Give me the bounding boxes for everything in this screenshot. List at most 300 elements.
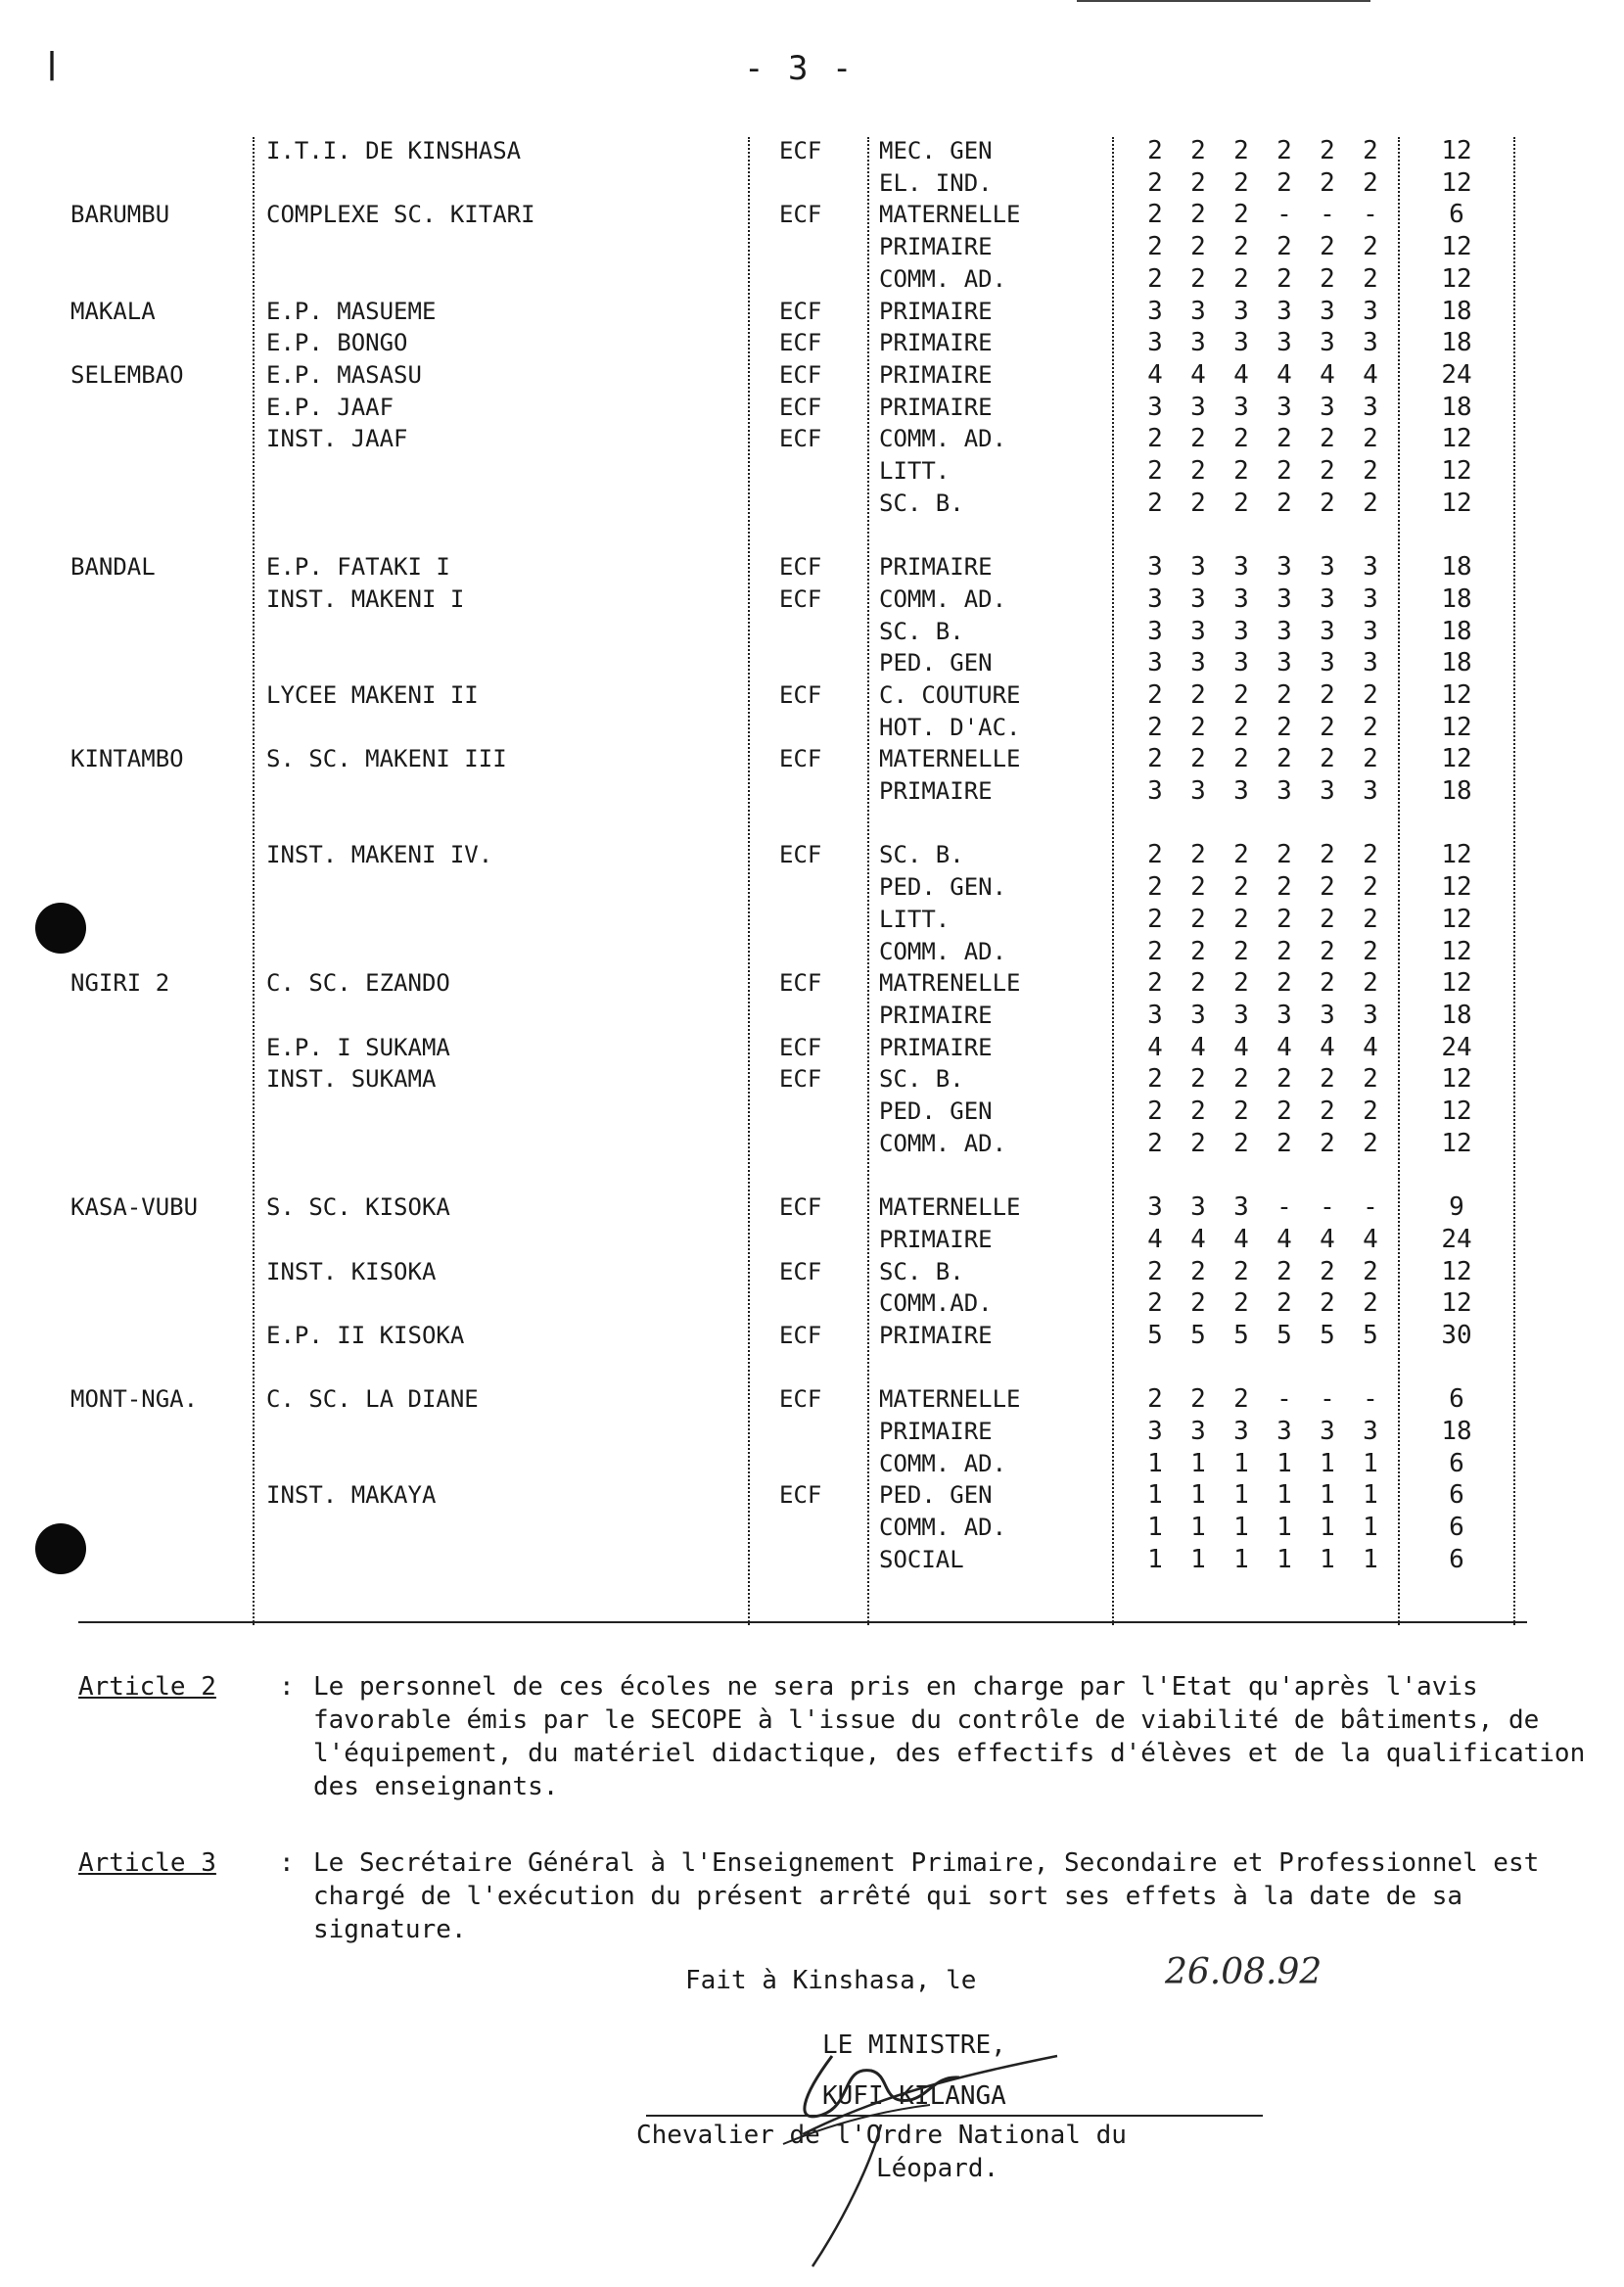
class-count-cell: 4 (1147, 1032, 1163, 1062)
class-counts (1140, 967, 1385, 999)
class-count-cell: 2 (1147, 200, 1163, 230)
school-cell: INST. MAKENI I (266, 584, 465, 613)
class-count-cell: 2 (1276, 744, 1292, 774)
commune-cell: MONT-NGA. (70, 1385, 199, 1414)
class-count-cell: - (1276, 1192, 1292, 1223)
class-count-cell: 3 (1363, 583, 1378, 614)
class-counts (1140, 1256, 1385, 1287)
class-count-cell: 3 (1363, 296, 1378, 326)
class-count-cell: 2 (1190, 712, 1206, 742)
table-row (0, 936, 1624, 967)
class-count-cell: 3 (1190, 328, 1206, 358)
class-count-cell: 2 (1233, 744, 1249, 774)
class-count-cell: 3 (1190, 776, 1206, 806)
class-count-cell: 2 (1320, 1256, 1335, 1286)
class-count-cell: 3 (1320, 616, 1335, 646)
section-cell: MATERNELLE (879, 201, 1021, 229)
class-count-cell: 3 (1276, 616, 1292, 646)
class-count-cell: 2 (1233, 1288, 1249, 1319)
class-count-cell: 3 (1320, 1417, 1335, 1446)
class-count-cell: 2 (1363, 679, 1378, 710)
table-row (0, 423, 1624, 454)
class-count-cell: 1 (1233, 1448, 1249, 1478)
article-3 (78, 1846, 1605, 1954)
class-count-cell: 4 (1190, 359, 1206, 390)
class-count-cell: 2 (1190, 456, 1206, 486)
article-text: Le personnel de ces écoles ne sera pris en charge par l'Etat qu'après l'avis favorable émis par le SECOPE à l'issue du contrôle de viabilité de bâtiments, de l'équipement, du matériel didactique, des effectifs d'élèves et de la qualification des enseignants. (313, 1672, 1586, 1801)
regime-cell: ECF (779, 841, 822, 869)
signatory-name: KUFI KILANGA (822, 2081, 1006, 2111)
section-cell: PRIMAIRE (879, 1225, 993, 1253)
class-count-cell: 2 (1276, 167, 1292, 198)
class-count-cell: 2 (1147, 136, 1163, 165)
class-count-cell: 2 (1190, 232, 1206, 262)
class-count-cell: 1 (1233, 1544, 1249, 1574)
class-count-cell: 1 (1147, 1513, 1163, 1543)
class-count-cell: 1 (1320, 1480, 1335, 1511)
regime-cell: ECF (779, 1065, 822, 1094)
class-count-cell: 4 (1147, 1224, 1163, 1254)
class-count-cell: 4 (1233, 1032, 1249, 1062)
class-count-cell: 2 (1233, 232, 1249, 262)
class-count-cell: 1 (1190, 1480, 1206, 1511)
table-row (0, 231, 1624, 262)
school-cell: COMPLEXE SC. KITARI (266, 201, 535, 229)
class-counts (1140, 423, 1385, 454)
total-cell: 12 (1441, 488, 1472, 518)
total-cell: 6 (1449, 200, 1464, 230)
class-counts (1140, 263, 1385, 295)
page-number: - 3 - (744, 49, 855, 88)
regime-cell: ECF (779, 584, 822, 613)
regime-cell: ECF (779, 969, 822, 998)
class-count-cell: 2 (1190, 872, 1206, 903)
class-count-cell: 3 (1276, 583, 1292, 614)
class-count-cell: - (1363, 200, 1378, 230)
class-count-cell: - (1363, 1384, 1378, 1415)
class-count-cell: 3 (1190, 1000, 1206, 1030)
total-cell: 18 (1441, 776, 1472, 806)
class-counts (1140, 1287, 1385, 1319)
section-cell: PRIMAIRE (879, 297, 993, 325)
article-text: Le Secrétaire Général à l'Enseignement Primaire, Secondaire et Professionnel est chargé de l'exécution du présent arrêté qui sort ses effets à la date de sa signature. (313, 1848, 1540, 1944)
class-count-cell: 2 (1363, 263, 1378, 294)
class-count-cell: 3 (1276, 328, 1292, 358)
school-cell: E.P. MASASU (266, 360, 422, 389)
class-count-cell: 1 (1363, 1448, 1378, 1478)
class-count-cell: 2 (1147, 263, 1163, 294)
commune-cell: BANDAL (70, 553, 156, 582)
class-count-cell: 1 (1320, 1544, 1335, 1574)
table-row (0, 1576, 1624, 1608)
commune-cell: KINTAMBO (70, 745, 184, 773)
class-counts (1140, 135, 1385, 166)
section-cell: COMM. AD. (879, 1129, 1007, 1157)
class-count-cell: 2 (1320, 1288, 1335, 1319)
table-row (0, 167, 1624, 199)
class-count-cell: 4 (1320, 1224, 1335, 1254)
total-cell: 12 (1441, 872, 1472, 903)
class-count-cell: 2 (1276, 936, 1292, 966)
class-count-cell: 2 (1190, 936, 1206, 966)
commune-cell: SELEMBAO (70, 360, 184, 389)
school-cell: E.P. JAAF (266, 393, 394, 421)
class-counts (1140, 616, 1385, 647)
class-counts (1140, 1383, 1385, 1415)
regime-cell: ECF (779, 425, 822, 453)
class-count-cell: 2 (1233, 1097, 1249, 1126)
class-count-cell: 3 (1363, 616, 1378, 646)
article-2 (78, 1670, 1605, 1837)
class-counts (1140, 1512, 1385, 1543)
class-count-cell: 2 (1190, 840, 1206, 870)
class-count-cell: 2 (1147, 424, 1163, 454)
total-cell: 18 (1441, 616, 1472, 646)
class-count-cell: 2 (1147, 1128, 1163, 1158)
class-count-cell: 1 (1363, 1480, 1378, 1511)
class-count-cell: 2 (1147, 456, 1163, 486)
class-count-cell: 3 (1320, 328, 1335, 358)
class-count-cell: 3 (1363, 1417, 1378, 1446)
class-count-cell: 3 (1320, 296, 1335, 326)
class-count-cell: 4 (1147, 359, 1163, 390)
total-cell: 18 (1441, 648, 1472, 678)
class-count-cell: 2 (1233, 136, 1249, 165)
class-count-cell: 4 (1363, 359, 1378, 390)
class-count-cell: 1 (1147, 1480, 1163, 1511)
section-cell: COMM. AD. (879, 937, 1007, 965)
class-count-cell: 2 (1363, 712, 1378, 742)
class-counts (1140, 327, 1385, 358)
section-cell: PRIMAIRE (879, 393, 993, 421)
regime-cell: ECF (779, 297, 822, 325)
class-count-cell: 3 (1320, 1000, 1335, 1030)
class-count-cell: 4 (1233, 1224, 1249, 1254)
total-cell: 6 (1449, 1544, 1464, 1574)
class-count-cell: 2 (1320, 488, 1335, 518)
table-row (0, 967, 1624, 999)
regime-cell: ECF (779, 553, 822, 582)
class-counts (1140, 1224, 1385, 1255)
class-count-cell: 2 (1276, 1128, 1292, 1158)
class-count-cell: 2 (1363, 936, 1378, 966)
class-count-cell: 2 (1233, 840, 1249, 870)
class-count-cell: 3 (1276, 392, 1292, 422)
class-counts (1140, 647, 1385, 678)
class-count-cell: 3 (1363, 392, 1378, 422)
total-cell: 12 (1441, 1097, 1472, 1126)
class-count-cell: 3 (1363, 648, 1378, 678)
table-row (0, 359, 1624, 391)
class-count-cell: 2 (1276, 263, 1292, 294)
regime-cell: ECF (779, 680, 822, 709)
class-count-cell: 3 (1363, 1000, 1378, 1030)
class-count-cell: 1 (1320, 1448, 1335, 1478)
article-colon: : (279, 1848, 295, 1878)
class-count-cell: 3 (1276, 648, 1292, 678)
table-row (0, 455, 1624, 487)
class-counts (1140, 679, 1385, 711)
class-count-cell: 4 (1276, 1032, 1292, 1062)
signatory-order-line-2: Léopard. (876, 2154, 999, 2183)
class-count-cell: 3 (1233, 328, 1249, 358)
total-cell: 12 (1441, 744, 1472, 774)
school-cell: E.P. II KISOKA (266, 1321, 465, 1349)
section-cell: PRIMAIRE (879, 1001, 993, 1029)
class-count-cell: 4 (1320, 1032, 1335, 1062)
class-count-cell: 3 (1233, 1000, 1249, 1030)
class-count-cell: 3 (1233, 392, 1249, 422)
class-count-cell: 2 (1276, 904, 1292, 934)
class-count-cell: 3 (1276, 552, 1292, 583)
class-count-cell: 2 (1363, 904, 1378, 934)
section-cell: MATERNELLE (879, 1385, 1021, 1414)
section-cell: COMM. AD. (879, 425, 1007, 453)
total-cell: 12 (1441, 456, 1472, 486)
class-count-cell: 3 (1233, 583, 1249, 614)
class-count-cell: 2 (1276, 968, 1292, 999)
class-counts (1140, 392, 1385, 423)
section-cell: LITT. (879, 457, 951, 485)
class-count-cell: 3 (1363, 552, 1378, 583)
class-count-cell: 1 (1190, 1448, 1206, 1478)
commune-cell: BARUMBU (70, 201, 170, 229)
class-count-cell: 1 (1233, 1480, 1249, 1511)
class-count-cell: 3 (1190, 1192, 1206, 1223)
class-count-cell: 3 (1190, 552, 1206, 583)
class-count-cell: 2 (1320, 840, 1335, 870)
class-counts (1140, 871, 1385, 903)
class-count-cell: 2 (1320, 1128, 1335, 1158)
class-count-cell: 2 (1320, 744, 1335, 774)
class-count-cell: 2 (1190, 1384, 1206, 1415)
class-count-cell: 3 (1276, 1000, 1292, 1030)
total-cell: 18 (1441, 1417, 1472, 1446)
section-cell: PRIMAIRE (879, 329, 993, 357)
class-count-cell: 2 (1190, 1064, 1206, 1095)
class-count-cell: 3 (1147, 328, 1163, 358)
signatory-title: LE MINISTRE, (822, 2030, 1006, 2060)
table-row (0, 1383, 1624, 1415)
class-count-cell: 2 (1233, 679, 1249, 710)
class-count-cell: 2 (1233, 424, 1249, 454)
class-counts (1140, 296, 1385, 327)
class-count-cell: 3 (1147, 1000, 1163, 1030)
class-counts (1140, 551, 1385, 583)
regime-cell: ECF (779, 1321, 822, 1349)
class-count-cell: 2 (1363, 1288, 1378, 1319)
class-count-cell: 1 (1320, 1513, 1335, 1543)
total-cell: 18 (1441, 328, 1472, 358)
class-counts (1140, 1063, 1385, 1095)
school-cell: C. SC. EZANDO (266, 969, 450, 998)
total-cell: 12 (1441, 968, 1472, 999)
class-count-cell: 3 (1190, 648, 1206, 678)
school-cell: LYCEE MAKENI II (266, 680, 479, 709)
total-cell: 12 (1441, 936, 1472, 966)
class-count-cell: 2 (1190, 424, 1206, 454)
class-count-cell: 3 (1147, 1192, 1163, 1223)
class-count-cell: 2 (1147, 1064, 1163, 1095)
table-row (0, 1191, 1624, 1223)
class-count-cell: 2 (1320, 456, 1335, 486)
place-date-line: Fait à Kinshasa, le (685, 1966, 977, 1995)
class-count-cell: 2 (1233, 712, 1249, 742)
class-count-cell: 5 (1233, 1320, 1249, 1350)
section-cell: COMM. AD. (879, 1449, 1007, 1477)
margin-mark: | (43, 47, 62, 81)
class-count-cell: 2 (1276, 1064, 1292, 1095)
table-row (0, 1159, 1624, 1190)
class-count-cell: 3 (1320, 552, 1335, 583)
class-count-cell: 2 (1320, 712, 1335, 742)
class-count-cell: 2 (1320, 136, 1335, 165)
section-cell: SC. B. (879, 489, 964, 517)
section-cell: C. COUTURE (879, 680, 1021, 709)
total-cell: 12 (1441, 840, 1472, 870)
total-cell: 6 (1449, 1384, 1464, 1415)
class-count-cell: 4 (1233, 359, 1249, 390)
article-colon: : (279, 1672, 295, 1702)
class-counts (1140, 775, 1385, 807)
table-row (0, 616, 1624, 647)
class-count-cell: 2 (1320, 232, 1335, 262)
total-cell: 9 (1449, 1192, 1464, 1223)
table-row (0, 519, 1624, 550)
class-count-cell: 2 (1276, 488, 1292, 518)
class-count-cell: 2 (1147, 712, 1163, 742)
table-row (0, 583, 1624, 615)
class-count-cell: 2 (1320, 424, 1335, 454)
class-count-cell: 2 (1320, 263, 1335, 294)
class-count-cell: 3 (1320, 392, 1335, 422)
table-row (0, 1224, 1624, 1255)
section-cell: COMM.AD. (879, 1289, 993, 1318)
class-count-cell: 2 (1233, 1256, 1249, 1286)
class-count-cell: - (1276, 200, 1292, 230)
class-count-cell: 3 (1190, 583, 1206, 614)
class-count-cell: 2 (1276, 136, 1292, 165)
class-count-cell: 2 (1147, 936, 1163, 966)
class-counts (1140, 1544, 1385, 1575)
class-count-cell: 5 (1363, 1320, 1378, 1350)
table-row (0, 1096, 1624, 1127)
table-row (0, 1128, 1624, 1159)
class-count-cell: 2 (1233, 456, 1249, 486)
class-count-cell: 2 (1190, 136, 1206, 165)
section-cell: PED. GEN (879, 1097, 993, 1125)
class-count-cell: 2 (1363, 840, 1378, 870)
class-count-cell: 2 (1147, 1256, 1163, 1286)
class-counts (1140, 488, 1385, 519)
class-count-cell: 4 (1363, 1224, 1378, 1254)
class-count-cell: 2 (1276, 1256, 1292, 1286)
section-cell: PRIMAIRE (879, 1321, 993, 1349)
class-count-cell: 3 (1276, 296, 1292, 326)
class-count-cell: 4 (1190, 1224, 1206, 1254)
class-count-cell: 2 (1320, 936, 1335, 966)
class-count-cell: 4 (1190, 1032, 1206, 1062)
class-count-cell: 3 (1147, 296, 1163, 326)
table-row (0, 263, 1624, 295)
class-counts (1140, 904, 1385, 935)
class-count-cell: 3 (1147, 616, 1163, 646)
class-count-cell: 3 (1233, 616, 1249, 646)
class-counts (1140, 455, 1385, 487)
school-cell: S. SC. KISOKA (266, 1193, 450, 1222)
table-row (0, 679, 1624, 711)
table-row (0, 775, 1624, 807)
school-cell: C. SC. LA DIANE (266, 1385, 479, 1414)
section-cell: PRIMAIRE (879, 1418, 993, 1445)
class-count-cell: 2 (1276, 424, 1292, 454)
class-count-cell: 5 (1147, 1320, 1163, 1350)
total-cell: 12 (1441, 1288, 1472, 1319)
table-row (0, 904, 1624, 935)
table-row (0, 1544, 1624, 1575)
school-cell: E.P. FATAKI I (266, 553, 450, 582)
table-row (0, 871, 1624, 903)
class-counts (1140, 1191, 1385, 1223)
school-cell: E.P. MASUEME (266, 297, 437, 325)
section-cell: PRIMAIRE (879, 777, 993, 805)
class-count-cell: 3 (1276, 776, 1292, 806)
table-row (0, 839, 1624, 870)
class-count-cell: 2 (1233, 200, 1249, 230)
class-count-cell: 2 (1363, 488, 1378, 518)
handwritten-signature (764, 2017, 1116, 2271)
class-count-cell: 3 (1320, 648, 1335, 678)
class-counts (1140, 167, 1385, 199)
class-counts (1140, 1416, 1385, 1447)
class-count-cell: 2 (1190, 1288, 1206, 1319)
class-count-cell: 1 (1276, 1544, 1292, 1574)
class-count-cell: 2 (1147, 232, 1163, 262)
total-cell: 6 (1449, 1448, 1464, 1478)
section-cell: PRIMAIRE (879, 360, 993, 389)
class-count-cell: 2 (1233, 968, 1249, 999)
commune-cell: KASA-VUBU (70, 1193, 199, 1222)
class-count-cell: 2 (1147, 968, 1163, 999)
regime-cell: ECF (779, 1193, 822, 1222)
regime-cell: ECF (779, 1033, 822, 1061)
class-count-cell: 3 (1190, 392, 1206, 422)
class-count-cell: 2 (1190, 744, 1206, 774)
section-cell: COMM. AD. (879, 584, 1007, 613)
class-counts (1140, 583, 1385, 615)
class-count-cell: 2 (1233, 1384, 1249, 1415)
table-row (0, 1512, 1624, 1543)
class-counts (1140, 1096, 1385, 1127)
class-count-cell: 5 (1320, 1320, 1335, 1350)
total-cell: 12 (1441, 1128, 1472, 1158)
table-row (0, 488, 1624, 519)
class-count-cell: 5 (1276, 1320, 1292, 1350)
table-row (0, 1000, 1624, 1031)
class-count-cell: 2 (1363, 232, 1378, 262)
signatory-order-line-1: Chevalier de l'Ordre National du (636, 2121, 1127, 2150)
section-cell: LITT. (879, 905, 951, 933)
table-row (0, 135, 1624, 166)
class-count-cell: 2 (1363, 968, 1378, 999)
class-count-cell: 4 (1320, 359, 1335, 390)
class-counts (1140, 743, 1385, 774)
total-cell: 12 (1441, 1064, 1472, 1095)
table-row (0, 1448, 1624, 1479)
class-counts (1140, 712, 1385, 743)
total-cell: 12 (1441, 712, 1472, 742)
class-count-cell: 3 (1147, 583, 1163, 614)
